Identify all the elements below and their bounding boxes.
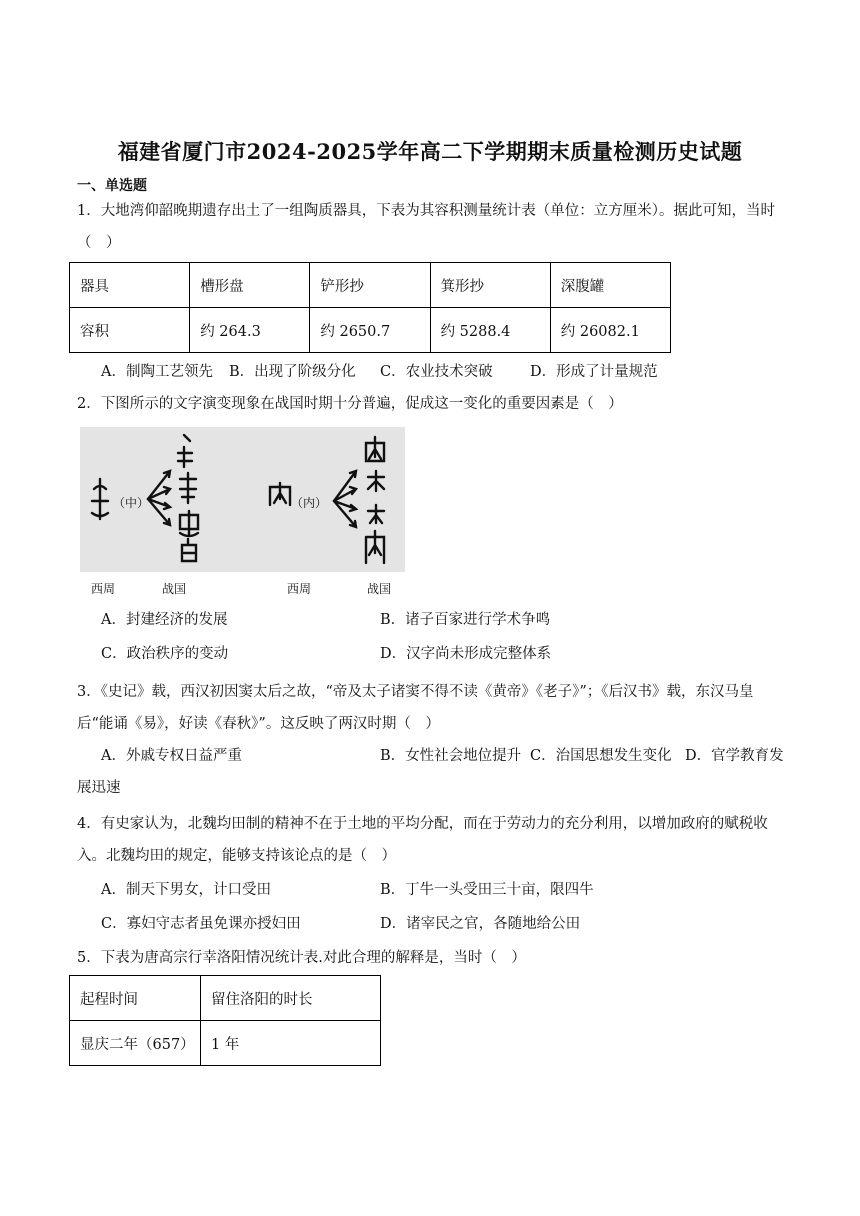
- figure-label-nei: （内）: [291, 496, 328, 510]
- table-row: [70, 263, 671, 308]
- figure-caption: 战国: [162, 582, 187, 596]
- table-cell: 1 年: [201, 1021, 381, 1066]
- q3-option-d-continued: 展迅速: [77, 780, 121, 796]
- table-cell: 器具: [70, 263, 190, 308]
- question-3-text: 3．《史记》载，西汉初因窦太后之故，“帝及太子诸窦不得不读《黄帝》《老子》”；《后汉书》载，东汉马皇后“能诵《易》，好读《春秋》”。这反映了两汉时期（ ）: [77, 684, 754, 732]
- table-cell: 约 5288.4: [430, 308, 550, 353]
- table-row: [70, 976, 381, 1021]
- q3-option-b: B．女性社会地位提升: [380, 748, 522, 764]
- table-cell: 约 2650.7: [310, 308, 430, 353]
- q1-option-d: D．形成了计量规范: [530, 364, 658, 380]
- question-5-text: 5．下表为唐高宗行幸洛阳情况统计表.对此合理的解释是，当时（ ）: [77, 950, 526, 966]
- table-cell: 显庆二年（657）: [70, 1021, 201, 1066]
- q2-option-a: A．封建经济的发展: [101, 612, 228, 628]
- table-row: [70, 1021, 381, 1066]
- q4-option-b: B．丁牛一头受田三十亩，限四牛: [380, 882, 594, 898]
- table-cell: 留住洛阳的时长: [201, 976, 381, 1021]
- table-cell: 容积: [70, 308, 190, 353]
- q2-option-d: D．汉字尚未形成完整体系: [380, 646, 552, 662]
- q4-option-d: D．诸宰民之官，各随地给公田: [380, 916, 581, 932]
- question-4-text: 4．有史家认为，北魏均田制的精神不在于土地的平均分配，而在于劳动力的充分利用，以增加政府的赋税收入。北魏均田的规定，能够支持该论点的是（ ）: [77, 816, 768, 864]
- table-cell: 深腹罐: [550, 263, 670, 308]
- table-cell: 约 26082.1: [550, 308, 670, 353]
- q2-option-b: B．诸子百家进行学术争鸣: [380, 612, 551, 628]
- question-5-table: [69, 975, 381, 1066]
- table-cell: 铲形抄: [310, 263, 430, 308]
- q4-option-c: C．寡妇守志者虽免课亦授妇田: [101, 916, 301, 932]
- table-cell: 槽形盘: [190, 263, 310, 308]
- table-cell: 起程时间: [70, 976, 201, 1021]
- q1-option-b: B．出现了阶级分化: [229, 364, 356, 380]
- figure-caption: 战国: [367, 582, 392, 596]
- table-cell: 约 264.3: [190, 308, 310, 353]
- question-2-text: 2．下图所示的文字演变现象在战国时期十分普遍，促成这一变化的重要因素是（ ）: [77, 396, 623, 412]
- figure-label-zhong: （中）: [113, 496, 150, 510]
- table-cell: 箕形抄: [430, 263, 550, 308]
- figure-caption: 西周: [287, 582, 312, 596]
- section-heading: 一、单选题: [77, 178, 147, 194]
- question-1-text: 1．大地湾仰韶晚期遗存出土了一组陶质器具，下表为其容积测量统计表（单位：立方厘米）。据此可知，当时（ ）: [77, 203, 775, 251]
- q1-option-a: A．制陶工艺领先: [101, 364, 213, 380]
- q3-option-c: C．治国思想发生变化: [530, 748, 672, 764]
- page-title: 福建省厦门市2024-2025学年高二下学期期末质量检测历史试题: [117, 139, 743, 164]
- table-row: [70, 308, 671, 353]
- q4-option-a: A．制天下男女，计口受田: [101, 882, 271, 898]
- character-evolution-figure: [80, 427, 405, 572]
- q1-option-c: C．农业技术突破: [380, 364, 493, 380]
- question-1-table: [69, 262, 671, 353]
- q3-option-a: A．外戚专权日益严重: [101, 748, 242, 764]
- figure-caption: 西周: [91, 582, 116, 596]
- q2-option-c: C．政治秩序的变动: [101, 646, 229, 662]
- q3-option-d: D．官学教育发: [685, 748, 784, 764]
